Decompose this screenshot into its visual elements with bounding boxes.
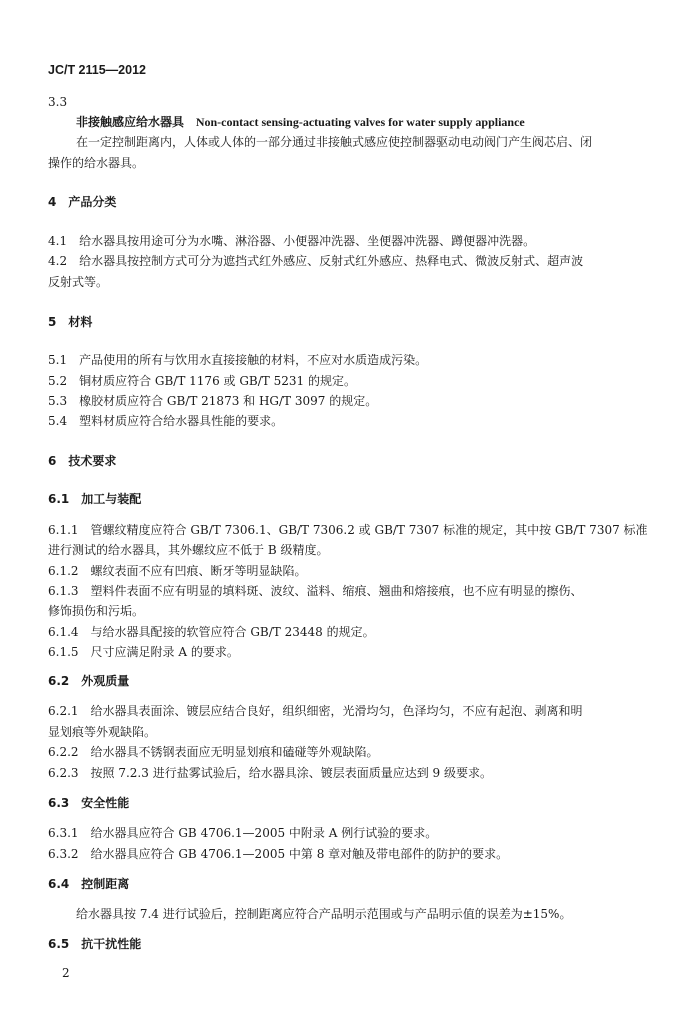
clause-6-2-1-line-2: 显划痕等外观缺陷。 xyxy=(48,725,157,739)
clause-6-1-2: 6.1.2 螺纹表面不应有凹痕、断牙等明显缺陷。 xyxy=(48,564,307,578)
clause-6-1-3-line-2: 修饰损伤和污垢。 xyxy=(48,604,145,618)
clause-6-2-1-line-1: 6.2.1 给水器具表面涂、镀层应结合良好，组织细密，光滑均匀，色泽均匀，不应有起泡、剥离和明 xyxy=(48,704,583,718)
subsection-heading-6-3: 6.3 安全性能 xyxy=(48,796,130,810)
subsection-heading-6-2: 6.2 外观质量 xyxy=(48,674,130,688)
clause-6-3-1: 6.3.1 给水器具应符合 GB 4706.1—2005 中附录 A 例行试验的要求。 xyxy=(48,826,438,840)
clause-5-2: 5.2 铜材质应符合 GB/T 1176 或 GB/T 5231 的规定。 xyxy=(48,374,356,388)
clause-6-2-3: 6.2.3 按照 7.2.3 进行盐雾试验后，给水器具涂、镀层表面质量应达到 9 级要求。 xyxy=(48,766,492,780)
clause-6-4-text: 给水器具按 7.4 进行试验后，控制距离应符合产品明示范围或与产品明示值的误差为±15%。 xyxy=(76,907,572,921)
clause-6-3-2: 6.3.2 给水器具应符合 GB 4706.1—2005 中第 8 章对触及带电部件的防护的要求。 xyxy=(48,847,509,861)
term-definition-line-1: 在一定控制距离内，人体或人体的一部分通过非接触式感应使控制器驱动电动阀门产生阀芯启、闭 xyxy=(76,135,593,149)
subsection-heading-6-5: 6.5 抗干扰性能 xyxy=(48,937,142,951)
standard-code: JC/T 2115—2012 xyxy=(48,63,146,77)
subsection-heading-6-4: 6.4 控制距离 xyxy=(48,877,130,891)
clause-6-1-1-line-1: 6.1.1 管螺纹精度应符合 GB/T 7306.1、GB/T 7306.2 或 GB/T 7307 标准的规定，其中按 GB/T 7307 标准 xyxy=(48,523,648,537)
term-chinese: 非接触感应给水器具 xyxy=(76,115,185,129)
section-heading-6: 6 技术要求 xyxy=(48,454,117,468)
term-definition-line-2: 操作的给水器具。 xyxy=(48,156,145,170)
subsection-heading-6-1: 6.1 加工与装配 xyxy=(48,492,142,506)
section-heading-5: 5 材料 xyxy=(48,315,93,329)
clause-6-1-1-line-2: 进行测试的给水器具，其外螺纹应不低于 B 级精度。 xyxy=(48,543,329,557)
page-number: 2 xyxy=(62,966,70,980)
clause-4-1: 4.1 给水器具按用途可分为水嘴、淋浴器、小便器冲洗器、坐便器冲洗器、蹲便器冲洗器。 xyxy=(48,234,536,248)
term-title xyxy=(76,114,525,130)
clause-5-3: 5.3 橡胶材质应符合 GB/T 21873 和 HG/T 3097 的规定。 xyxy=(48,394,378,408)
clause-number-3-3: 3.3 xyxy=(48,95,68,109)
section-heading-4: 4 产品分类 xyxy=(48,195,117,209)
clause-6-1-5: 6.1.5 尺寸应满足附录 A 的要求。 xyxy=(48,645,239,659)
clause-4-2-line-1: 4.2 给水器具按控制方式可分为遮挡式红外感应、反射式红外感应、热释电式、微波反射式、超声波 xyxy=(48,254,584,268)
clause-4-2-line-2: 反射式等。 xyxy=(48,275,109,289)
clause-6-2-2: 6.2.2 给水器具不锈钢表面应无明显划痕和磕碰等外观缺陷。 xyxy=(48,745,379,759)
clause-6-1-4: 6.1.4 与给水器具配接的软管应符合 GB/T 23448 的规定。 xyxy=(48,625,375,639)
clause-6-1-3-line-1: 6.1.3 塑料件表面不应有明显的填料斑、波纹、溢料、缩痕、翘曲和熔接痕，也不应有明显的擦伤、 xyxy=(48,584,583,598)
clause-5-4: 5.4 塑料材质应符合给水器具性能的要求。 xyxy=(48,414,284,428)
clause-5-1: 5.1 产品使用的所有与饮用水直接接触的材料，不应对水质造成污染。 xyxy=(48,353,428,367)
term-english: Non-contact sensing-actuating valves for water supply appliance xyxy=(195,115,525,129)
